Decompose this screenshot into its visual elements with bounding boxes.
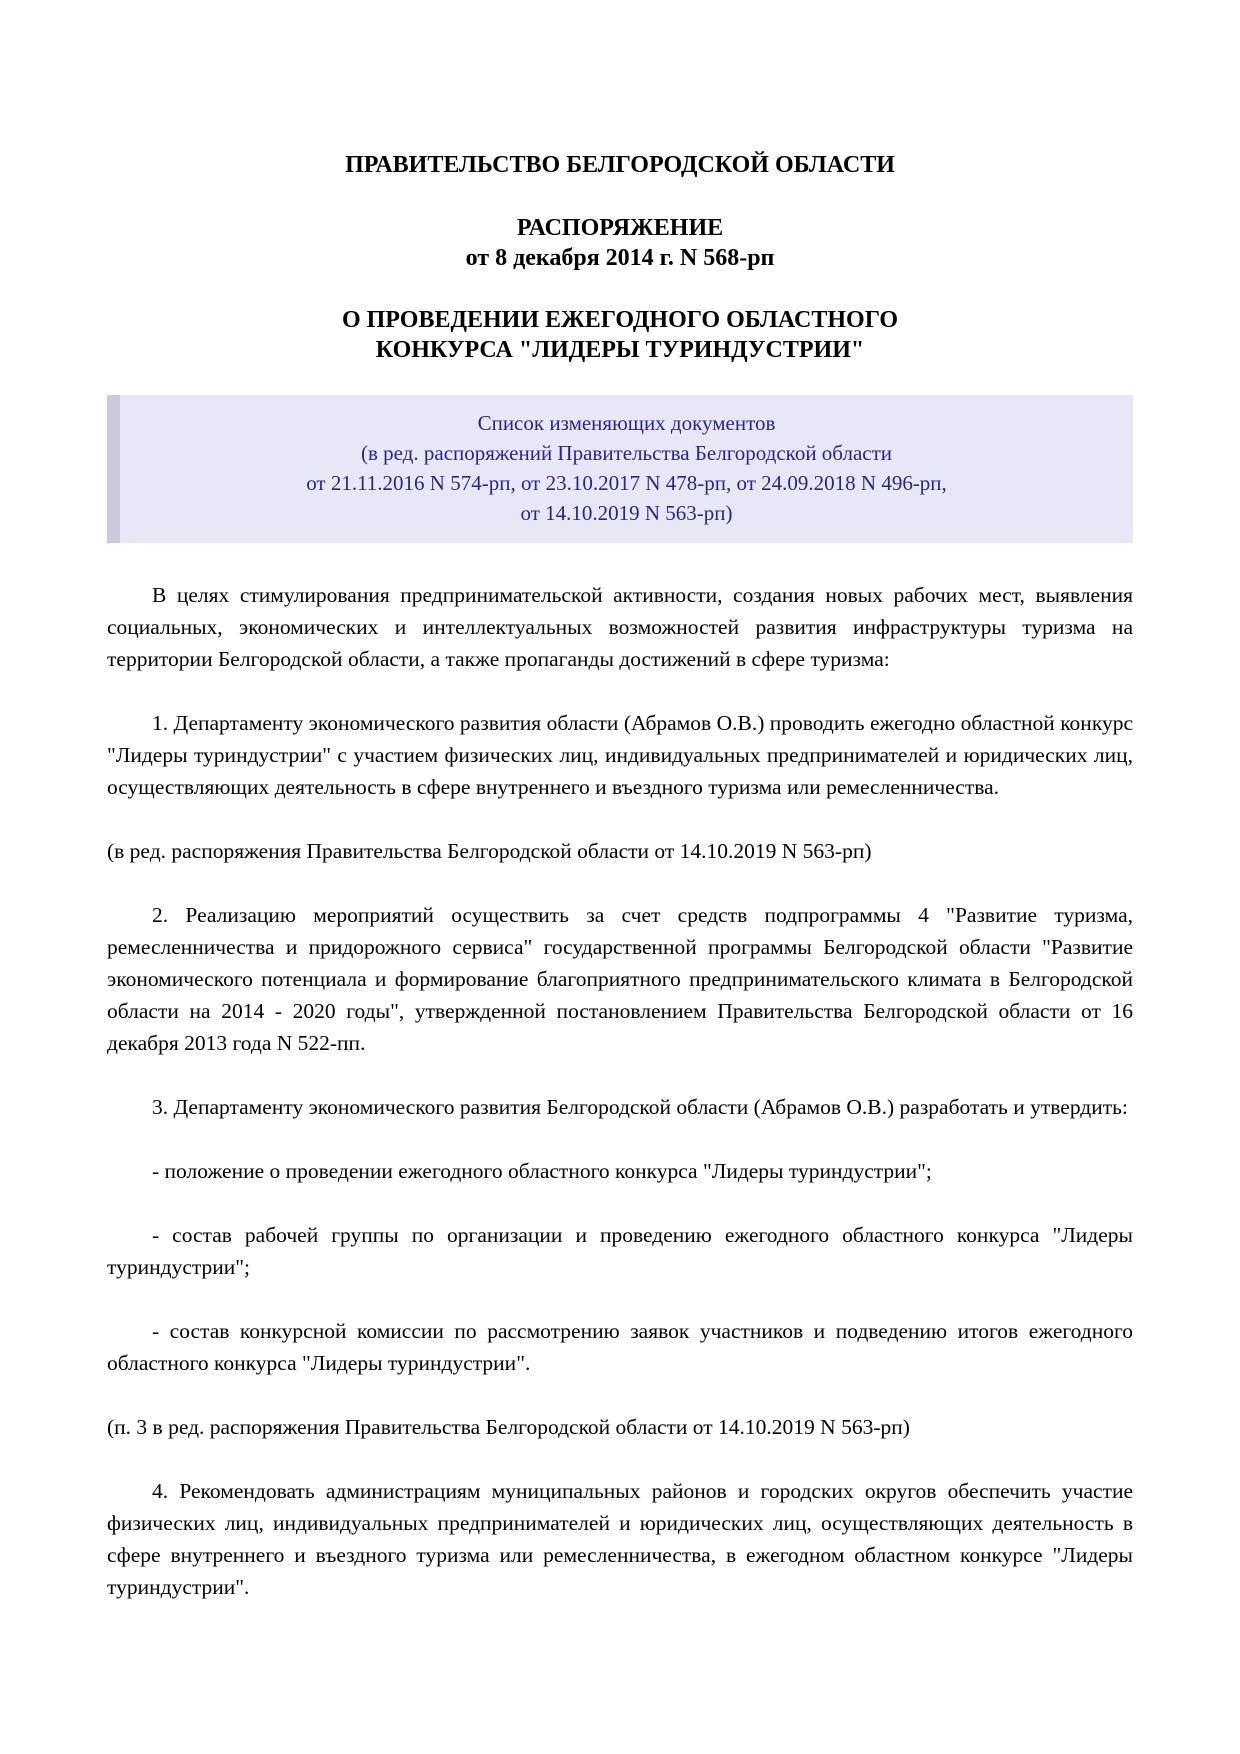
document-heading — [107, 213, 1133, 273]
amendments-line-2: (в ред. распоряжений Правительства Белгородской области — [360, 441, 893, 465]
amendments-line-4: от 14.10.2019 N 563-рп) — [520, 501, 733, 525]
authority-title: ПРАВИТЕЛЬСТВО БЕЛГОРОДСКОЙ ОБЛАСТИ — [345, 152, 895, 178]
subject-line-2: КОНКУРСА "ЛИДЕРЫ ТУРИНДУСТРИИ" — [375, 337, 865, 363]
paragraph: - состав рабочей группы по организации и проведению ежегодного областного конкурса "Лидеры туриндустрии"; — [107, 1223, 1133, 1279]
paragraph: (п. 3 в ред. распоряжения Правительства Белгородской области от 14.10.2019 N 563-рп) — [107, 1415, 910, 1439]
paragraph: - положение о проведении ежегодного областного конкурса "Лидеры туриндустрии"; — [152, 1159, 932, 1183]
amendments-box — [107, 395, 1133, 543]
document-subject — [107, 305, 1133, 365]
amendments-line-3: от 21.11.2016 N 574-рп, от 23.10.2017 N 478-рп, от 24.09.2018 N 496-рп, — [306, 471, 947, 495]
paragraph: 2. Реализацию мероприятий осуществить за счет средств подпрограммы 4 "Развитие туризма, ремесленничества и придорожного сервиса" государственной программы Белгородской области "Развитие экономического потенциала и формирование благоприятного предпринимательского климата в Белгородской области на 2014 - 2020 годы", утвержденной постановлением Правительства Белгородской области от 16 декабря 2013 года N 522-пп. — [107, 903, 1133, 1055]
paragraph: 4. Рекомендовать администрациям муниципальных районов и городских округов обеспечить участие физических лиц, индивидуальных предпринимателей и юридических лиц, осуществляющих деятельность в сфере внутреннего и въездного туризма или ремесленничества, в ежегодном областном конкурсе "Лидеры туриндустрии". — [107, 1479, 1133, 1599]
paragraph: (в ред. распоряжения Правительства Белгородской области от 14.10.2019 N 563-рп) — [107, 839, 872, 863]
paragraph: - состав конкурсной комиссии по рассмотрению заявок участников и подведению итогов ежегодного областного конкурса "Лидеры туриндустрии". — [107, 1319, 1133, 1375]
paragraph: 1. Департаменту экономического развития области (Абрамов О.В.) проводить ежегодно областной конкурс "Лидеры туриндустрии" с участием физических лиц, индивидуальных предпринимателей и юридических лиц, осуществляющих деятельность в сфере внутреннего и въездного туризма или ремесленничества. — [107, 711, 1133, 799]
paragraph: В целях стимулирования предпринимательской активности, создания новых рабочих мест, выявления социальных, экономических и интеллектуальных возможностей развития инфраструктуры туризма на территории Белгородской области, а также пропаганды достижений в сфере туризма: — [107, 583, 1133, 671]
document-date: от 8 декабря 2014 г. N 568-рп — [465, 245, 775, 271]
document-body — [107, 579, 1133, 1603]
subject-line-1: О ПРОВЕДЕНИИ ЕЖЕГОДНОГО ОБЛАСТНОГО — [341, 307, 899, 333]
paragraph: 3. Департаменту экономического развития Белгородской области (Абрамов О.В.) разработать и утвердить: — [152, 1095, 1128, 1119]
amendments-title: Список изменяющих документов — [477, 411, 776, 435]
document-type: РАСПОРЯЖЕНИЕ — [516, 215, 724, 241]
